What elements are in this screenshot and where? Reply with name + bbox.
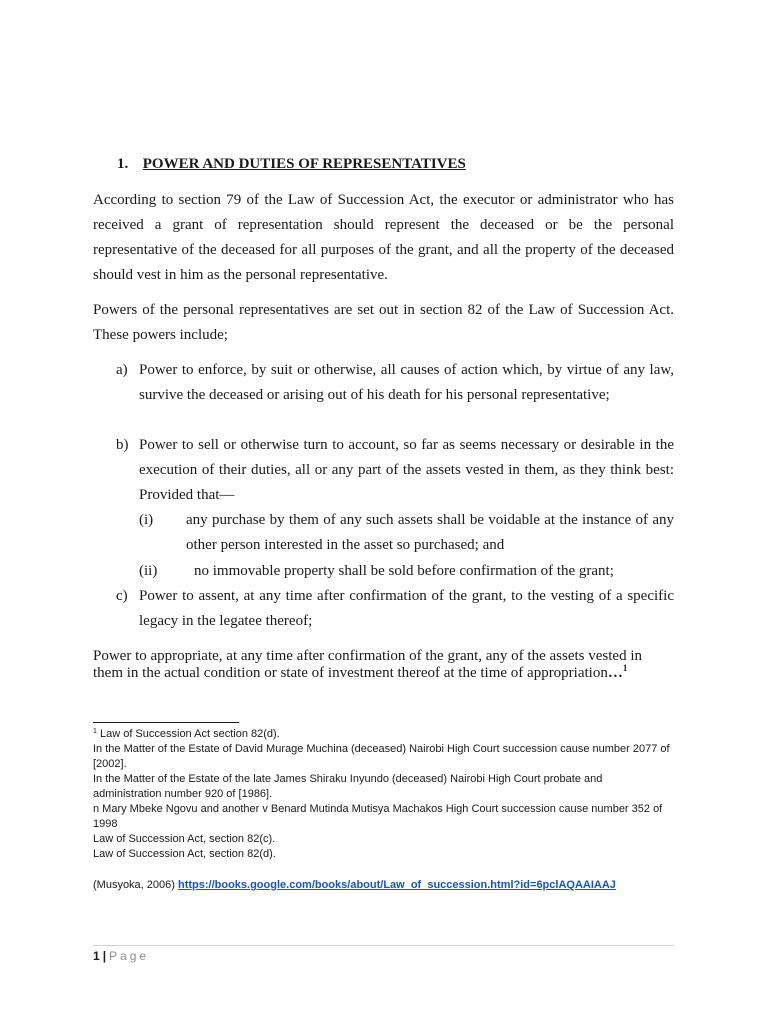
section-heading <box>117 156 466 173</box>
sublist-item-label: (ii) <box>139 563 158 579</box>
sublist-item-i <box>139 508 674 558</box>
ellipsis: … <box>607 665 623 681</box>
list-item-a <box>116 358 674 408</box>
list-item-label: c) <box>116 588 128 604</box>
footnotes <box>93 727 673 893</box>
page-footer <box>93 947 149 965</box>
sublist-item-ii <box>139 559 674 584</box>
footnote-text: Law of Succession Act, section 82(d). <box>93 848 276 860</box>
footnote-text: Law of Succession Act, section 82(c). <box>93 833 276 845</box>
footnote-separator <box>93 722 239 723</box>
citation-prefix: (Musyoka, 2006) <box>93 879 178 891</box>
sublist-item-text: no immovable property shall be sold before confirmation of the grant; <box>194 563 614 579</box>
citation <box>93 878 673 893</box>
list-item-text: Power to assent, at any time after confirmation of the grant, to the vesting of a specific legacy in the legatee thereof; <box>139 588 674 629</box>
footer-divider <box>93 945 674 946</box>
page-label: Page <box>109 949 150 963</box>
paragraph-appropriate <box>93 648 673 682</box>
footnote <box>93 772 673 802</box>
footnote <box>93 832 673 847</box>
footnote-text: n Mary Mbeke Ngovu and another v Benard Mutinda Mutisya Machakos High Court succession cause number 352 of 1998 <box>93 803 663 830</box>
paragraph-powers-intro: Powers of the personal representatives are set out in section 82 of the Law of Succession Act. These powers include; <box>93 302 674 343</box>
paragraph-section-79: According to section 79 of the Law of Succession Act, the executor or administrator who has received a grant of representation should represent the deceased or be the personal representative of the deceased for all purposes of the grant, and all the property of the deceased should vest in him as the personal representative. <box>93 192 674 283</box>
footnote-reference[interactable]: 1 <box>622 663 628 673</box>
footnote <box>93 727 673 742</box>
footnote-text: In the Matter of the Estate of David Murage Muchina (deceased) Nairobi High Court succession cause number 2077 of [2002]. <box>93 743 670 770</box>
citation-link[interactable]: https://books.google.com/books/about/Law_of_succession.html?id=6pclAQAAIAAJ <box>177 879 616 891</box>
paragraph-text: Power to appropriate, at any time after confirmation of the grant, any of the assets vested in them in the actual condition or state of investment thereof at the time of appropriation <box>93 648 642 681</box>
footnote-text: Law of Succession Act section 82(d). <box>96 728 280 740</box>
page-number: 1 <box>93 949 100 963</box>
footnote-text: In the Matter of the Estate of the late James Shiraku Inyundo (deceased) Nairobi High Court probate and administration number 920 of [1986]. <box>93 773 603 800</box>
footnote <box>93 802 673 832</box>
list-item-label: a) <box>116 362 128 378</box>
list-item-text: Power to sell or otherwise turn to account, so far as seems necessary or desirable in the execution of their duties, all or any part of the assets vested in them, as they think best: Provided that— <box>139 437 674 503</box>
sublist-item-label: (i) <box>139 512 154 528</box>
sublist-item-text: any purchase by them of any such assets shall be voidable at the instance of any other person interested in the asset so purchased; and <box>186 512 674 553</box>
footer-separator: | <box>102 949 107 963</box>
section-number: 1. <box>117 156 129 172</box>
list-item-b <box>116 433 674 508</box>
section-title: POWER AND DUTIES OF REPRESENTATIVES <box>142 156 466 172</box>
footnote-marker: 1 <box>93 728 97 735</box>
footnote <box>93 847 673 862</box>
list-item-label: b) <box>116 437 129 453</box>
list-item-text: Power to enforce, by suit or otherwise, all causes of action which, by virtue of any law, survive the deceased or arising out of his death for his personal representative; <box>139 362 674 403</box>
footnote <box>93 742 673 772</box>
list-item-c <box>116 584 674 634</box>
